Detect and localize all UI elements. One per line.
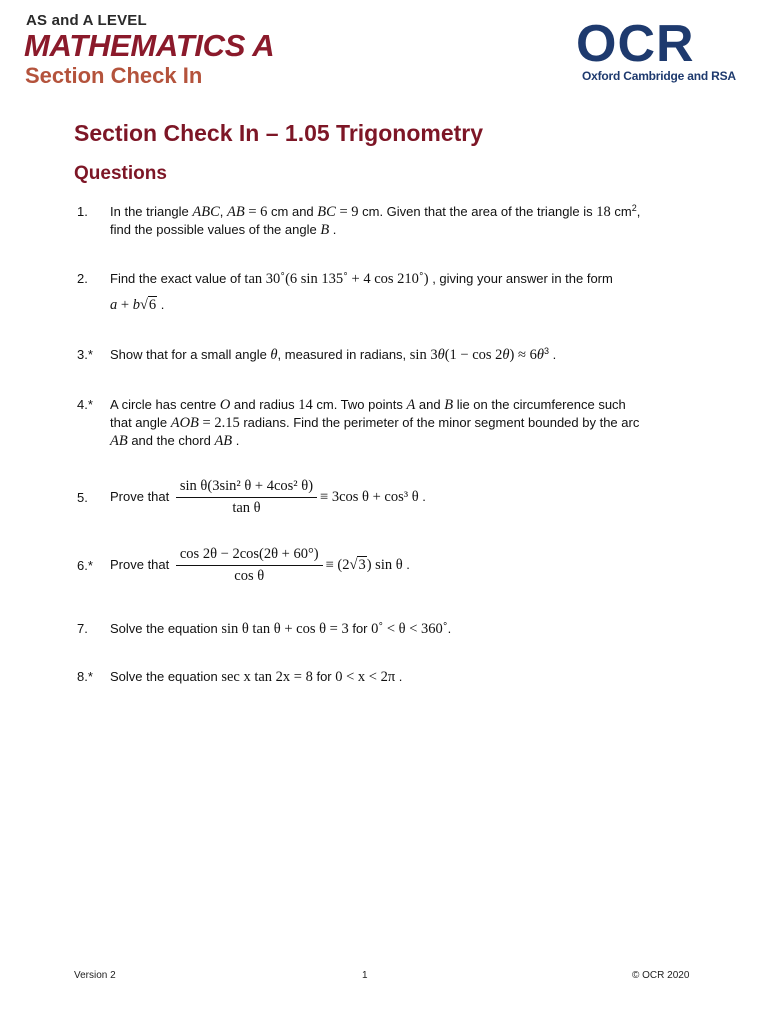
ocr-logo: [574, 15, 744, 90]
logo-wordmark: OCR: [576, 15, 695, 73]
fraction: $\frac{\cos 2\theta - 2\cos(2\theta + 60^\circ)}{\text{cos θ}}$: [176, 546, 323, 585]
question-text: Solve the equation sec x tan 2x = 8 for 0 < x < 2π .: [110, 669, 403, 685]
question-number: 8.*: [77, 669, 93, 684]
question-text: Show that for a small angle θ, measured in radians, $\sin 3\theta(1 - \cos 2\theta) \approx 6\theta^3$ .: [110, 346, 557, 363]
question-number: 4.*: [77, 397, 93, 412]
question-text: In the triangle ABC, AB = 6 cm and BC = 9 cm. Given that the area of the triangle is 18 $cm^2$, find the possible values of the angle B .: [110, 203, 641, 238]
question-text: A circle has centre O and radius 14 cm. Two points A and B lie on the circumference such that angle AOB = 2.15 radians. Find the perimeter of the minor segment bounded by the arc AB and the chord AB .: [110, 397, 640, 449]
question-number: 3.*: [77, 347, 93, 362]
questions-heading: Questions: [74, 163, 167, 184]
series-label: AS and A LEVEL: [26, 12, 147, 29]
question-number: 5.: [77, 490, 88, 505]
section-label: Section Check In: [25, 63, 203, 88]
question-text: Solve the equation sin θ tan θ + cos θ = 3 for 0˚ < θ < 360˚.: [110, 621, 452, 637]
question-text: Prove that $\frac{\cos 2\theta - 2\cos(2\theta + 60^\circ)}{\text{cos θ}}$ ≡ (2√3) sin θ .: [110, 546, 410, 584]
page-title: Section Check In – 1.05 Trigonometry: [74, 120, 484, 146]
question-number: 2.: [77, 271, 88, 286]
question-number: 7.: [77, 621, 88, 636]
logo-tagline: Oxford Cambridge and RSA: [582, 69, 736, 83]
footer-version: Version 2: [74, 970, 116, 981]
question-number: 1.: [77, 204, 88, 219]
question-text: Prove that $\frac{\text{sin θ(3sin² θ + 4cos² θ)}}{\text{tan θ}}$ ≡ 3cos θ + cos³ θ .: [110, 478, 426, 516]
footer-copyright: © OCR 2020: [632, 970, 690, 981]
question-number: 6.*: [77, 558, 93, 573]
subject-title: MATHEMATICS A: [24, 28, 275, 63]
footer-page-number: 1: [362, 970, 368, 981]
question-text: Find the exact value of tan 30˚(6 sin 135˚ + 4 cos 210˚) , giving your answer in the form a + b√6 .: [110, 271, 613, 313]
fraction: $\frac{\text{sin θ(3sin² θ + 4cos² θ)}}{\text{tan θ}}$: [176, 478, 317, 517]
